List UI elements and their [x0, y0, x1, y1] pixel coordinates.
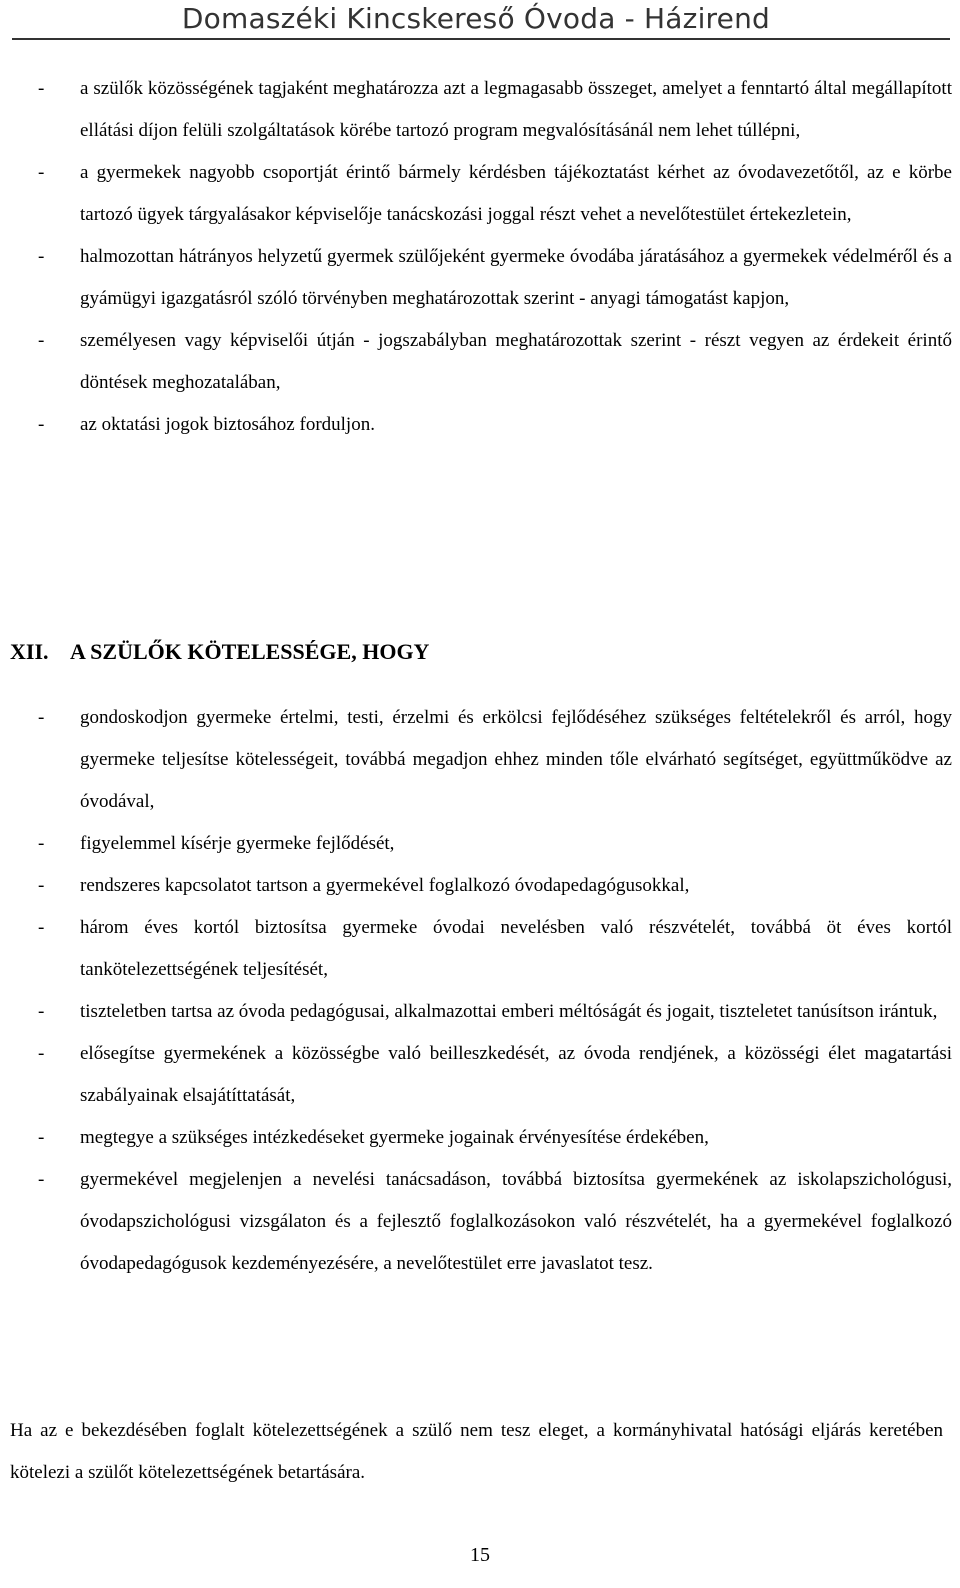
list-item-text: figyelemmel kísérje gyermeke fejlődését, [80, 833, 395, 854]
list-item-text: elősegítse gyermekének a közösségbe való beilleszkedését, az óvoda rendjének, a közösségi élet magatartási szabályainak elsajátíttatását, [80, 1043, 952, 1106]
list-item-text: a szülők közösségének tagjaként meghatározza azt a legmagasabb összeget, amelyet a fenntartó által megállapított ellátási díjon felüli szolgáltatások körébe tartozó program megvalósításánál nem lehet túllépni, [80, 78, 952, 141]
list-bullet: - [38, 917, 45, 938]
document-title: Domaszéki Kincskereső Óvoda - Házirend [181, 2, 770, 35]
list-bullet: - [38, 1001, 45, 1022]
list-item [0, 152, 952, 236]
parent-rights-list [0, 68, 952, 446]
list-item [0, 697, 952, 823]
list-item-text: az oktatási jogok biztosához forduljon. [80, 414, 375, 435]
list-item [0, 1159, 952, 1285]
list-item [0, 1117, 952, 1159]
list-item [0, 907, 952, 991]
list-bullet: - [38, 78, 45, 99]
list-item-text: személyesen vagy képviselői útján - jogszabályban meghatározottak szerint - részt vegyen az érdekeit érintő döntések meghozatalában, [80, 330, 952, 393]
header-divider [12, 38, 950, 40]
list-item [0, 865, 952, 907]
list-item [0, 68, 952, 152]
parent-duties-list [0, 697, 952, 1285]
list-bullet: - [38, 833, 45, 854]
list-bullet: - [38, 162, 45, 183]
list-item [0, 823, 952, 865]
closing-paragraph: Ha az e bekezdésében foglalt kötelezettségének a szülő nem tesz eleget, a kormányhivatal hatósági eljárás keretében kötelezi a szülőt kötelezettségének betartására. [10, 1420, 943, 1483]
list-item-text: három éves kortól biztosítsa gyermeke óvodai nevelésben való részvételét, továbbá öt éves kortól tankötelezettségének teljesítését, [80, 917, 952, 980]
list-item-text: a gyermekek nagyobb csoportját érintő bármely kérdésben tájékoztatást kérhet az óvodavezetőtől, az e körbe tartozó ügyek tárgyalásakor képviselője tanácskozási joggal részt vehet a nevelőtestület értekezletein, [80, 162, 952, 225]
page-number: 15 [470, 1544, 490, 1566]
list-item-text: tiszteletben tartsa az óvoda pedagógusai, alkalmazottai emberi méltóságát és jogait, tiszteletet tanúsítson irántuk, [80, 1001, 938, 1022]
list-bullet: - [38, 1169, 45, 1190]
list-item [0, 1033, 952, 1117]
list-item-text: gyermekével megjelenjen a nevelési tanácsadáson, továbbá biztosítsa gyermekének az iskolapszichológusi, óvodapszichológusi vizsgálaton és a fejlesztő foglalkozásokon való részvételét, ha a gyermekével foglalkozó óvodapedagógusok kezdeményezésére, a nevelőtestület erre javaslatot tesz. [80, 1169, 952, 1274]
list-bullet: - [38, 1043, 45, 1064]
list-bullet: - [38, 246, 45, 267]
list-item [0, 236, 952, 320]
list-bullet: - [38, 330, 45, 351]
section-number: XII. [10, 639, 49, 664]
list-item-text: halmozottan hátrányos helyzetű gyermek szülőjeként gyermeke óvodába járatásához a gyermekek védelméről és a gyámügyi igazgatásról szóló törvényben meghatározottak szerint - anyagi támogatást kapjon, [80, 246, 952, 309]
list-item-text: gondoskodjon gyermeke értelmi, testi, érzelmi és erkölcsi fejlődéséhez szükséges feltételekről és arról, hogy gyermeke teljesítse kötelességeit, továbbá megadjon ehhez minden tőle elvárható segítséget, együttműködve az óvodával, [80, 707, 952, 812]
list-item [0, 320, 952, 404]
list-bullet: - [38, 414, 45, 435]
page-header [0, 0, 960, 44]
list-item-text: rendszeres kapcsolatot tartson a gyermekével foglalkozó óvodapedagógusokkal, [80, 875, 690, 896]
list-item [0, 991, 952, 1033]
section-heading [10, 632, 429, 672]
section-title: A SZÜLŐK KÖTELESSÉGE, HOGY [70, 639, 430, 664]
list-item [0, 404, 952, 446]
list-bullet: - [38, 707, 45, 728]
list-bullet: - [38, 875, 45, 896]
list-item-text: megtegye a szükséges intézkedéseket gyermeke jogainak érvényesítése érdekében, [80, 1127, 709, 1148]
list-bullet: - [38, 1127, 45, 1148]
